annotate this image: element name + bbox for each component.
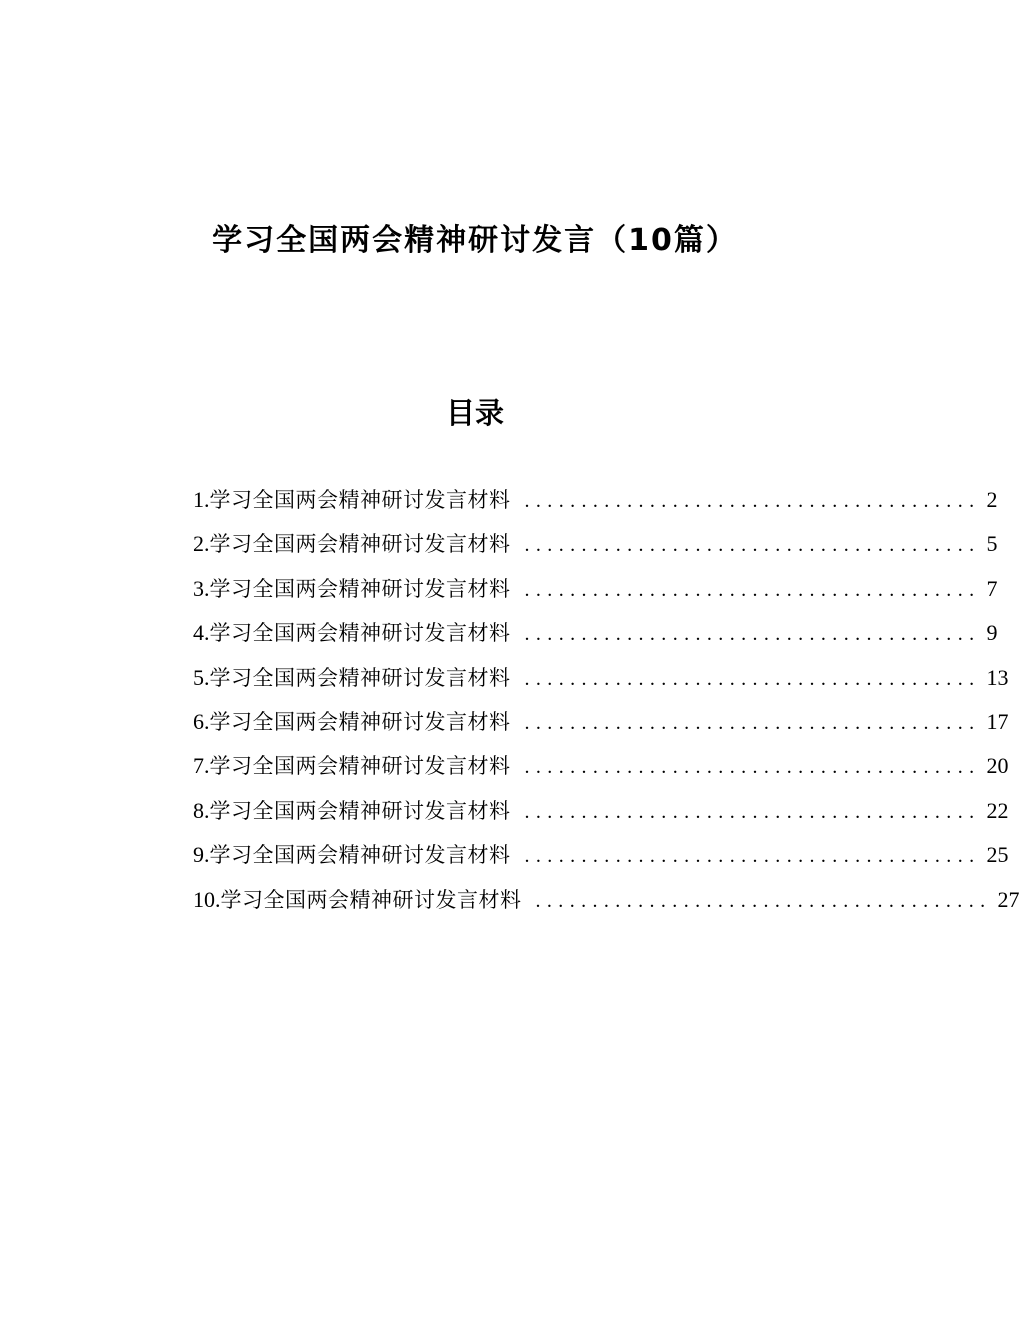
toc-dot-leader: ........................................ [524, 845, 981, 868]
toc-entry[interactable] [193, 478, 998, 522]
toc-entry-title: 学习全国两会精神研讨发言材料 [209, 621, 511, 646]
toc-heading: 目录 [445, 396, 504, 430]
toc-dot-leader: ........................................ [524, 623, 981, 646]
toc-entry-number: 7. [193, 753, 210, 779]
toc-entry-number: 8. [193, 797, 210, 823]
toc-entry-page: 13 [986, 664, 1009, 690]
toc-entry-title: 学习全国两会精神研讨发言材料 [220, 887, 522, 912]
toc-dot-leader: ........................................ [524, 578, 981, 601]
toc-entry-page: 17 [986, 708, 1009, 734]
toc-entry[interactable] [193, 656, 1009, 700]
toc-entry[interactable] [193, 878, 1020, 922]
toc-entry-title: 学习全国两会精神研讨发言材料 [209, 576, 511, 601]
toc-entry-page: 9 [986, 620, 998, 646]
toc-dot-leader: ........................................ [524, 534, 981, 557]
toc-entry-number: 5. [193, 664, 210, 690]
document-title: 学习全国两会精神研讨发言（10篇） [212, 223, 738, 258]
toc-entry-number: 3. [193, 575, 210, 601]
toc-entry-page: 27 [997, 886, 1020, 912]
toc-entry[interactable] [193, 611, 998, 655]
toc-dot-leader: ........................................ [524, 800, 981, 823]
toc-entry[interactable] [193, 789, 1009, 833]
toc-entry[interactable] [193, 744, 1009, 788]
toc-entry-number: 1. [193, 487, 210, 512]
toc-entry[interactable] [193, 833, 1009, 877]
toc-dot-leader: ........................................ [524, 490, 981, 512]
toc-entry[interactable] [193, 567, 998, 611]
toc-entry-number: 4. [193, 620, 210, 646]
toc-entry-title: 学习全国两会精神研讨发言材料 [209, 532, 511, 557]
toc-entry-number: 2. [193, 531, 210, 557]
toc-entry-title: 学习全国两会精神研讨发言材料 [209, 798, 511, 823]
toc-entry-number: 6. [193, 708, 210, 734]
toc-entry-title: 学习全国两会精神研讨发言材料 [209, 754, 511, 779]
toc-entry[interactable] [193, 700, 1009, 744]
toc-entry-number: 10. [193, 886, 221, 912]
toc-entry-page: 20 [986, 753, 1009, 779]
toc-entry-title: 学习全国两会精神研讨发言材料 [209, 843, 511, 868]
toc-dot-leader: ........................................ [524, 711, 981, 734]
toc-dot-leader: ........................................ [524, 756, 981, 779]
toc-entry-page: 5 [986, 531, 998, 557]
toc-dot-leader: ........................................ [524, 667, 981, 690]
toc-entry-title: 学习全国两会精神研讨发言材料 [209, 488, 511, 512]
toc-entry-page: 2 [986, 487, 998, 512]
toc-entry-number: 9. [193, 842, 210, 868]
table-of-contents [193, 478, 1020, 922]
toc-entry-title: 学习全国两会精神研讨发言材料 [209, 709, 511, 734]
toc-entry[interactable] [193, 522, 998, 566]
toc-entry-page: 25 [986, 842, 1009, 868]
toc-entry-page: 22 [986, 797, 1009, 823]
toc-entry-page: 7 [986, 575, 998, 601]
toc-dot-leader: ........................................ [535, 889, 992, 912]
toc-entry-title: 学习全国两会精神研讨发言材料 [209, 665, 511, 690]
